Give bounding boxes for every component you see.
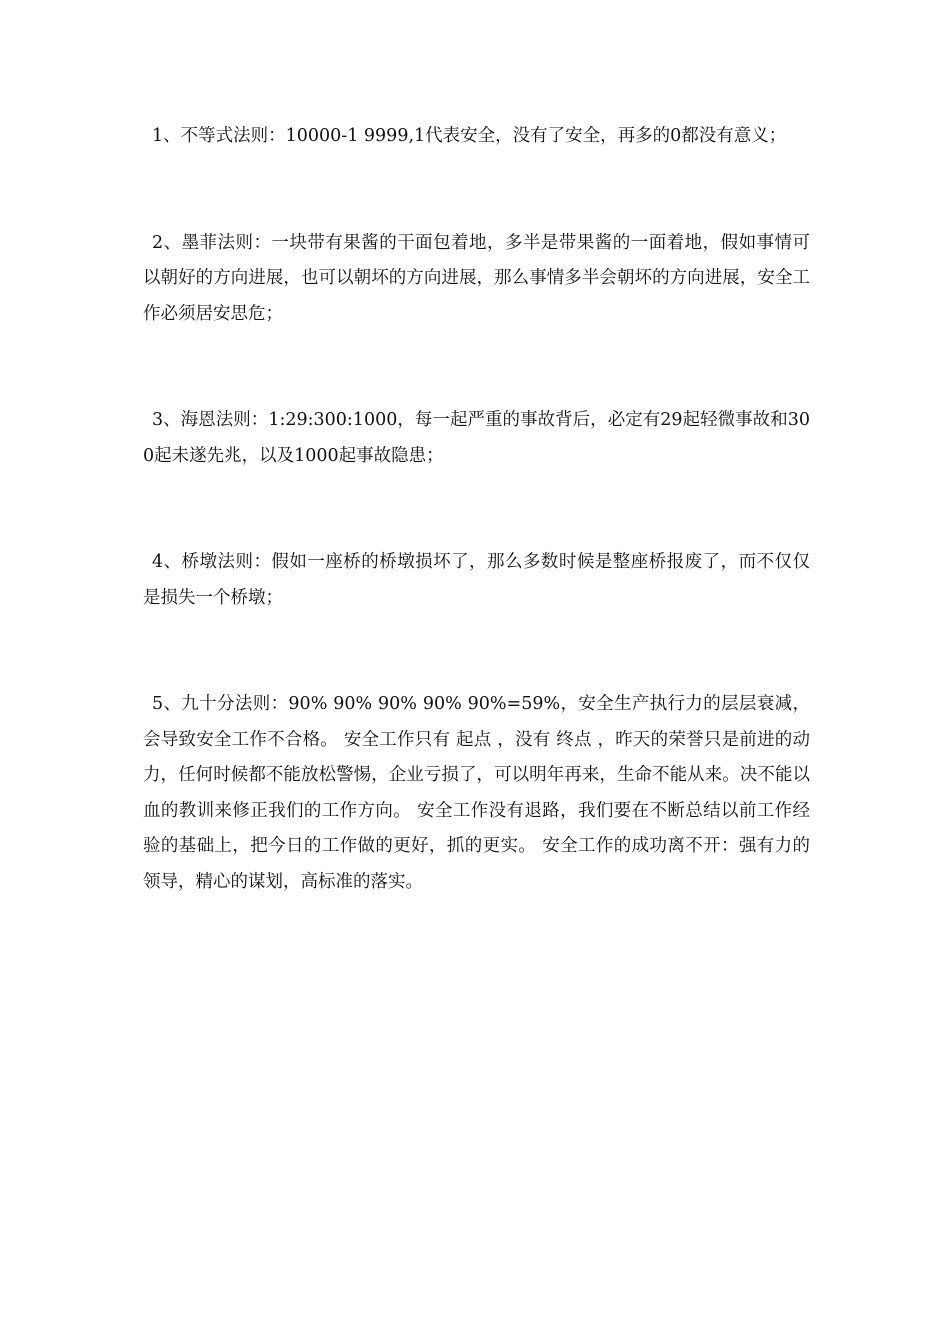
paragraph-murphy-rule: 2、墨菲法则：一块带有果酱的干面包着地，多半是带果酱的一面着地，假如事情可以朝好的方向进展，也可以朝坏的方向进展，那么事情多半会朝坏的方向进展，安全工作必须居安思危； bbox=[143, 232, 810, 324]
paragraph-ninety-rule: 5、九十分法则：90% 90% 90% 90% 90%=59%，安全生产执行力的层层衰减，会导致安全工作不合格。 安全工作只有 起点 ，没有 终点 ，昨天的荣誉只是前进的动力，任何时候都不能放松警惕，企业亏损了，可以明年再来，生命不能从来。决不能以血的教训来修正我们的工作方向。 安全工作没有退路，我们要在不断总结以前工作经验的基础上，把今日的工作做的更好，抓的更实。 安全工作的成功离不开：强有力的领导，精心的谋划，高标准的落实。 bbox=[143, 694, 810, 892]
paragraph-inequality-rule: 1、不等式法则：10000-1 9999,1代表安全，没有了安全，再多的0都没有意义； bbox=[152, 126, 787, 146]
paragraph-heinrich-rule: 3、海恩法则：1:29:300:1000，每一起严重的事故背后，必定有29起轻微事故和300起未遂先兆，以及1000起事故隐患； bbox=[143, 410, 810, 466]
paragraph-pier-rule: 4、桥墩法则：假如一座桥的桥墩损坏了，那么多数时候是整座桥报废了，而不仅仅是损失一个桥墩； bbox=[143, 552, 810, 608]
document-body bbox=[143, 119, 810, 971]
